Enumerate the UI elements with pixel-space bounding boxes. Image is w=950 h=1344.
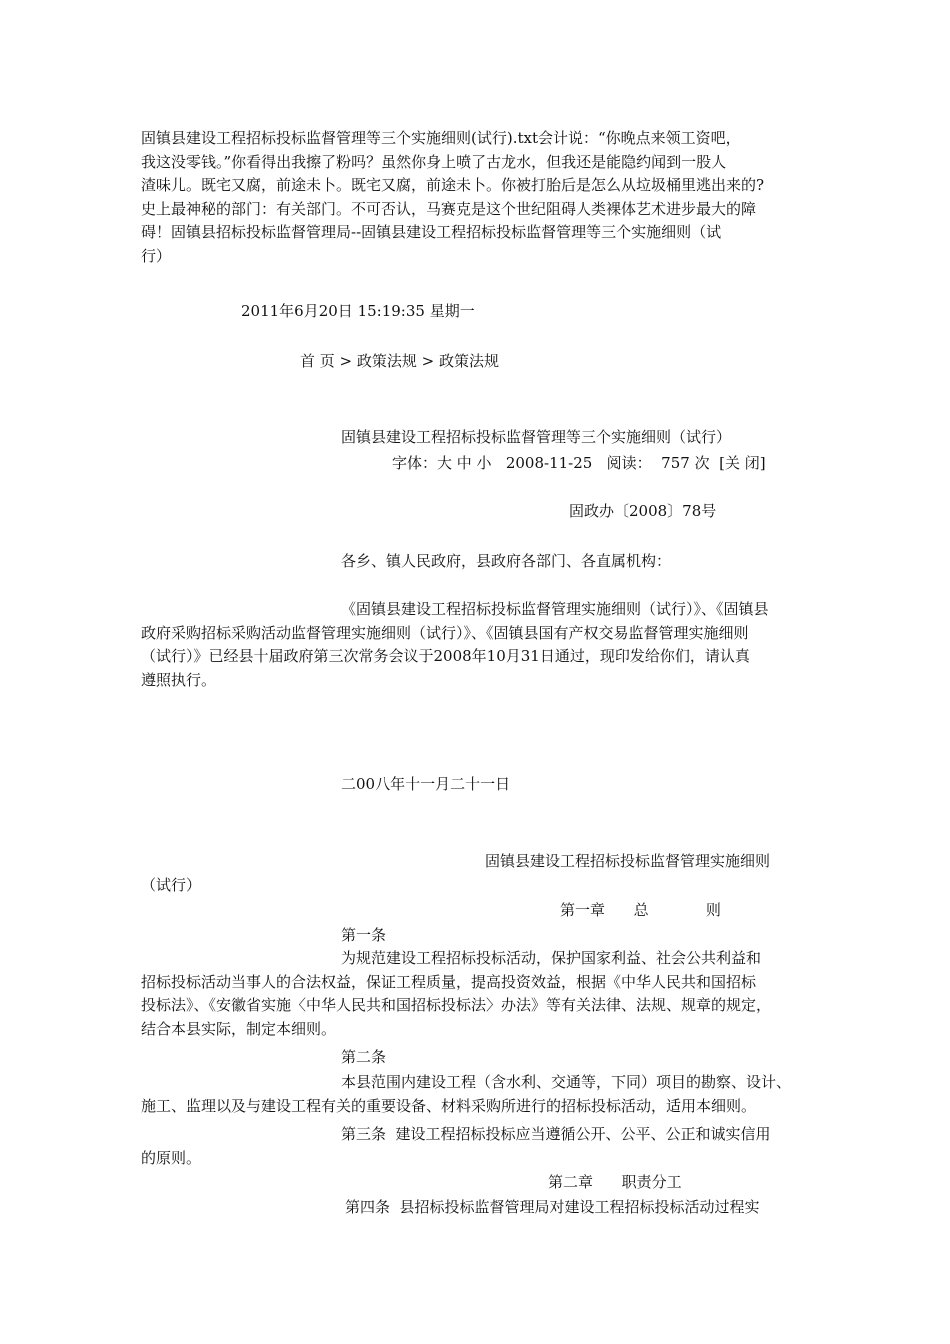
article-3-line: 第三条 建设工程招标投标应当遵循公开、公平、公正和诚实信用: [341, 1125, 771, 1143]
salutation: 各乡、镇人民政府，县政府各部门、各直属机构：: [341, 552, 672, 570]
datetime: 2011年6月20日 15:19:35 星期一: [241, 302, 475, 320]
intro-line: 我这没零钱。”你看得出我擦了粉吗？虽然你身上喷了古龙水，但我还是能隐约闻到一股人: [141, 152, 727, 171]
article-3-body: [141, 1123, 821, 1170]
article-1-line: 招标投标活动当事人的合法权益，保证工程质量，提高投资效益，根据《中华人民共和国招标: [141, 972, 757, 991]
article-1-line: 结合本县实际，制定本细则。: [141, 1019, 337, 1038]
article-title: 固镇县建设工程招标投标监督管理等三个实施细则（试行）: [341, 428, 732, 446]
article-2-body: [141, 1071, 821, 1118]
intro-line: 行）: [141, 246, 172, 265]
breadcrumb[interactable]: 首 页 > 政策法规 > 政策法规: [300, 352, 499, 370]
article-3-line: 的原则。: [141, 1148, 202, 1167]
article-2-line: 本县范围内建设工程（含水利、交通等，下同）项目的勘察、设计、: [341, 1073, 792, 1091]
intro-line: 史上最神秘的部门：有关部门。不可否认，马赛克是这个世纪阻碍人类裸体艺术进步最大的障: [141, 199, 757, 218]
article-meta[interactable]: 字体：大 中 小 2008-11-25 阅读： 757 次 [关 闭]: [392, 454, 766, 472]
notice-line: 政府采购招标采购活动监督管理实施细则（试行）》、《固镇县国有产权交易监督管理实施细则: [141, 623, 749, 642]
issue-date: 二00八年十一月二十一日: [341, 775, 511, 793]
article-2-label: 第二条: [341, 1048, 387, 1066]
article-4-line: 第四条 县招标投标监督管理局对建设工程招标投标活动过程实: [345, 1198, 760, 1216]
notice-line: 《固镇县建设工程招标投标监督管理实施细则（试行）》、《固镇县: [341, 600, 769, 618]
notice-line: 遵照执行。: [141, 670, 217, 689]
intro-paragraph: [141, 127, 821, 269]
sub-title-cont: （试行）: [141, 876, 202, 894]
intro-line: 固镇县建设工程招标投标监督管理等三个实施细则(试行).txt会计说：“你晚点来领工资吧，: [141, 129, 741, 147]
article-1-line: 投标法》、《安徽省实施〈中华人民共和国招标投标法〉办法》等有关法律、法规、规章的规定，: [141, 996, 772, 1015]
chapter-1-heading: 第一章 总 则: [560, 901, 721, 919]
intro-line: 渣味儿。既宅又腐，前途未卜。既宅又腐，前途未卜。你被打胎后是怎么从垃圾桶里逃出来的?: [141, 176, 765, 195]
article-1-body: [141, 947, 821, 1041]
notice-paragraph: [141, 598, 821, 692]
sub-title: 固镇县建设工程招标投标监督管理实施细则: [485, 852, 771, 870]
article-1-label: 第一条: [341, 926, 387, 944]
intro-line: 碍！固镇县招标投标监督管理局--固镇县建设工程招标投标监督管理等三个实施细则（试: [141, 223, 722, 242]
article-1-line: 为规范建设工程招标投标活动，保护国家利益、社会公共利益和: [341, 949, 762, 967]
article-2-line: 施工、监理以及与建设工程有关的重要设备、材料采购所进行的招标投标活动，适用本细则。: [141, 1096, 757, 1115]
notice-line: （试行）》已经县十届政府第三次常务会议于2008年10月31日通过，现印发给你们，请认真: [141, 647, 750, 666]
chapter-2-heading: 第二章 职责分工: [548, 1173, 682, 1191]
doc-number: 固政办〔2008〕78号: [569, 502, 717, 520]
